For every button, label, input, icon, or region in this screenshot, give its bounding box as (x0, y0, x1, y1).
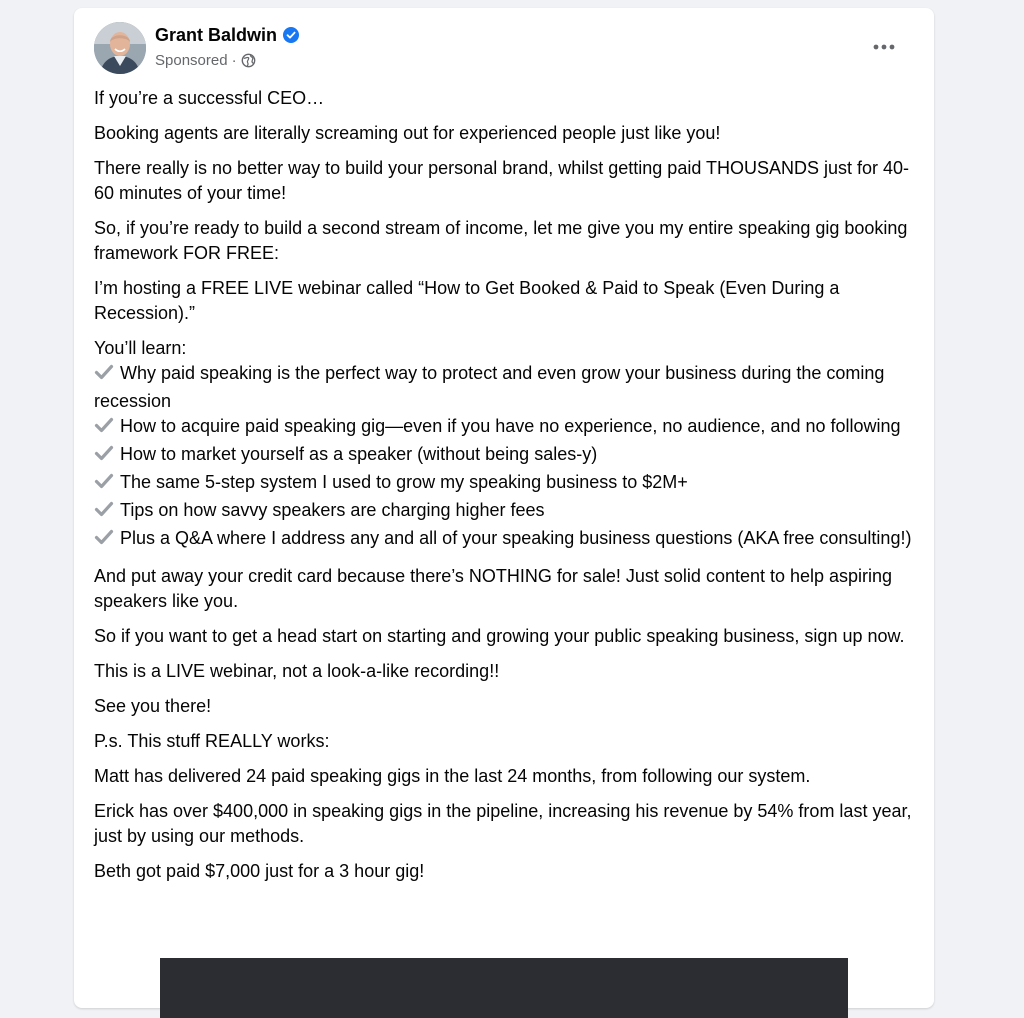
post-paragraph: If you’re a successful CEO… (94, 88, 325, 108)
heavy-check-mark-icon (94, 362, 114, 389)
post-paragraph: So if you want to get a head start on starting and growing your public speaking business, sign up now. (94, 626, 905, 646)
heavy-check-mark-icon (94, 499, 114, 526)
post-paragraph: There really is no better way to build your personal brand, whilst getting paid THOUSANDS just for 40-60 minutes of your time! (94, 158, 910, 203)
learn-item-text: Why paid speaking is the perfect way to protect and even grow your business during the coming recession (94, 363, 885, 411)
learn-item (94, 361, 916, 414)
post-paragraph: So, if you’re ready to build a second stream of income, let me give you my entire speaking gig booking framework FOR FREE: (94, 218, 908, 263)
heavy-check-mark-icon (94, 527, 114, 554)
author-avatar[interactable] (94, 22, 146, 74)
learn-list (94, 336, 916, 554)
learn-item-text: The same 5-step system I used to grow my speaking business to $2M+ (120, 472, 688, 492)
globe-icon[interactable] (241, 53, 256, 72)
more-options-icon (873, 37, 895, 55)
post-paragraph: I’m hosting a FREE LIVE webinar called “How to Get Booked & Paid to Speak (Even During a Recession).” (94, 278, 840, 323)
post-paragraph: And put away your credit card because there’s NOTHING for sale! Just solid content to help aspiring speakers like you. (94, 566, 893, 611)
separator-dot: · (231, 52, 237, 69)
post-paragraph: This is a LIVE webinar, not a look-a-like recording!! (94, 661, 500, 681)
ad-media-preview[interactable] (160, 958, 848, 1018)
learn-item (94, 470, 916, 498)
learn-item (94, 526, 916, 554)
post-paragraph: Erick has over $400,000 in speaking gigs in the pipeline, increasing his revenue by 54% from last year, just by using our methods. (94, 801, 912, 846)
ad-post-card (74, 8, 934, 1008)
learn-item-text: Plus a Q&A where I address any and all of your speaking business questions (AKA free consulting!) (120, 528, 912, 548)
post-paragraph: P.s. This stuff REALLY works: (94, 731, 330, 751)
sponsored-label[interactable]: Sponsored (155, 52, 228, 69)
learn-item (94, 442, 916, 470)
post-body (94, 86, 916, 894)
heavy-check-mark-icon (94, 443, 114, 470)
verified-badge-icon (283, 27, 299, 48)
learn-item-text: How to market yourself as a speaker (without being sales-y) (120, 444, 598, 464)
learn-item-text: How to acquire paid speaking gig—even if you have no experience, no audience, and no following (120, 416, 901, 436)
more-options-button[interactable] (866, 34, 902, 58)
post-paragraph: Beth got paid $7,000 just for a 3 hour gig! (94, 861, 425, 881)
heavy-check-mark-icon (94, 415, 114, 442)
learn-item (94, 414, 916, 442)
post-paragraph: See you there! (94, 696, 212, 716)
sponsored-row (155, 52, 256, 72)
post-paragraph: Matt has delivered 24 paid speaking gigs in the last 24 months, from following our system. (94, 766, 811, 786)
post-paragraph: Booking agents are literally screaming out for experienced people just like you! (94, 123, 721, 143)
author-name[interactable]: Grant Baldwin (155, 25, 278, 45)
author-name-row (155, 25, 299, 48)
learn-item (94, 498, 916, 526)
learn-heading: You’ll learn: (94, 338, 187, 358)
heavy-check-mark-icon (94, 471, 114, 498)
post-header (94, 22, 914, 76)
learn-item-text: Tips on how savvy speakers are charging higher fees (120, 500, 545, 520)
